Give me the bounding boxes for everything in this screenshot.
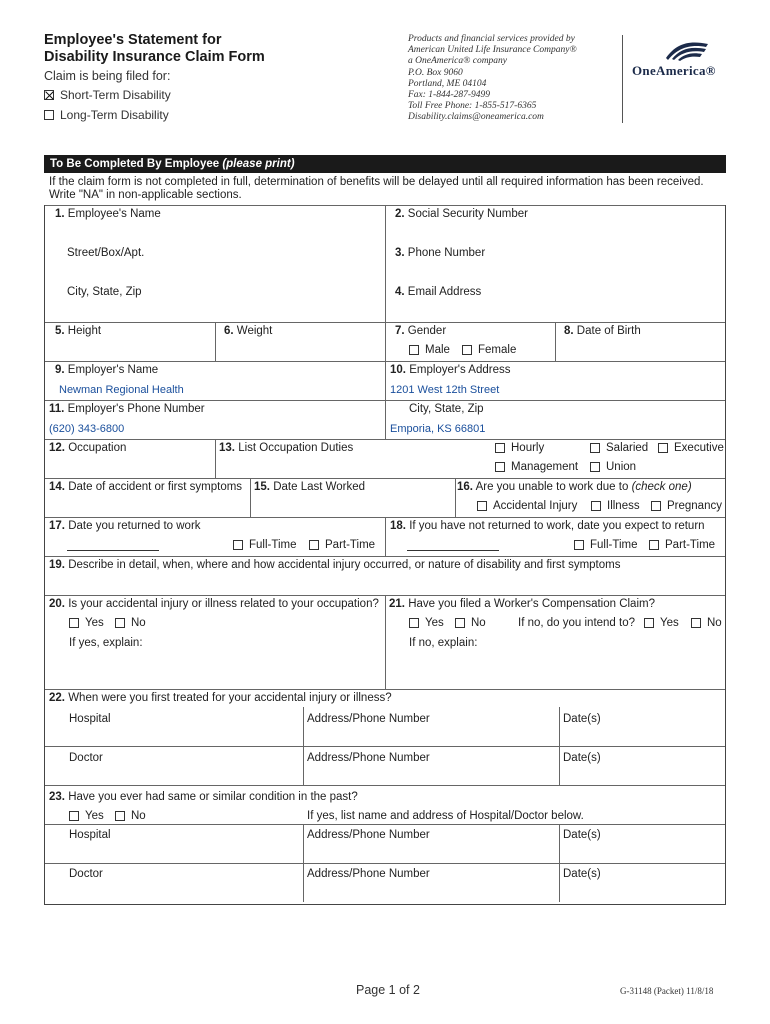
oneamerica-logo: OneAmerica® [632,63,716,78]
describe-label: 19. Describe in detail, when, where and how accidental injury occurred, or nature of disability and first symptoms [49,559,621,571]
management-option[interactable]: Management [495,461,578,473]
provider-info: Products and financial services provided by American United Life Insurance Company® a OneAmerica® company P.O. Box 9060 Portland, ME 04104 Fax: 1-844-287-9499 Toll Free Phone: 1-855-517-6365 Disability.claims@oneamerica.com [408,34,577,123]
no-checkbox[interactable] [455,618,465,628]
intend-no-option[interactable]: No [691,617,722,629]
female-option[interactable]: Female [462,344,516,356]
return-parttime-option[interactable]: Part-Time [309,539,375,551]
col-line [303,824,304,902]
employer-address-label: 10. Employer's Address [390,364,511,376]
claim-form-grid [44,205,726,905]
union-checkbox[interactable] [590,462,600,472]
parttime-checkbox[interactable] [309,540,319,550]
returned-date-field[interactable] [67,550,159,551]
form-title: Employee's Statement for Disability Insurance Claim Form [44,32,265,65]
no-checkbox[interactable] [115,811,125,821]
intend-label: If no, do you intend to? [518,617,636,629]
row-line [45,439,725,440]
col-line [215,439,216,478]
employer-name-label: 9. Employer's Name [55,364,159,376]
unable-reason-label: 16. Are you unable to work due to (check one) [457,481,692,493]
hourly-option[interactable]: Hourly [495,442,544,454]
flag-logo-icon [664,38,710,62]
filed-for-label: Claim is being filed for: [44,69,171,83]
occupation-label: 12. Occupation [49,442,127,454]
dates-label: Date(s) [563,829,601,841]
related-occupation-label: 20. Is your accidental injury or illness related to your occupation? [49,598,379,610]
pregnancy-checkbox[interactable] [651,501,661,511]
accidental-option[interactable]: Accidental Injury [477,500,577,512]
street-label: Street/Box/Apt. [67,247,145,259]
fulltime-checkbox[interactable] [233,540,243,550]
union-option[interactable]: Union [590,461,636,473]
hourly-checkbox[interactable] [495,443,505,453]
returned-date-label: 17. Date you returned to work [49,520,201,532]
hospital-label: Hospital [69,829,111,841]
if-yes-list-label: If yes, list name and address of Hospital/Doctor below. [307,810,584,822]
parttime-checkbox[interactable] [649,540,659,550]
short-term-checkbox[interactable] [44,90,54,100]
if-yes-explain-label: If yes, explain: [69,637,143,649]
row-line [45,746,303,747]
row-line [45,478,725,479]
yes-checkbox[interactable] [69,618,79,628]
long-term-checkbox[interactable] [44,110,54,120]
salaried-checkbox[interactable] [590,443,600,453]
row-line [45,824,725,825]
ssn-label: 2. Social Security Number [395,208,528,220]
col-line [559,824,560,902]
dates-label: Date(s) [563,868,601,880]
row-line [45,556,725,557]
workers-comp-label: 21. Have you filed a Worker's Compensation Claim? [389,598,655,610]
section-bar: To Be Completed By Employee (please print) [44,155,726,173]
dates-label: Date(s) [563,752,601,764]
executive-checkbox[interactable] [658,443,668,453]
col-line [455,478,456,517]
q21-yes-option[interactable]: Yes [409,617,444,629]
employee-name-label: 1. Employee's Name [55,208,161,220]
illness-option[interactable]: Illness [591,500,640,512]
q23-no-option[interactable]: No [115,810,146,822]
employer-phone-label: 11. Employer's Phone Number [49,403,205,415]
employer-phone-value[interactable]: (620) 343-6800 [49,423,125,435]
row-line [45,785,725,786]
employer-city-value[interactable]: Emporia, KS 66801 [390,423,486,435]
intend-yes-option[interactable]: Yes [644,617,679,629]
executive-option[interactable]: Executive [658,442,724,454]
similar-condition-label: 23. Have you ever had same or similar condition in the past? [49,791,358,803]
fulltime-checkbox[interactable] [574,540,584,550]
illness-checkbox[interactable] [591,501,601,511]
hospital-label: Hospital [69,713,111,725]
accidental-checkbox[interactable] [477,501,487,511]
last-worked-label: 15. Date Last Worked [254,481,366,493]
pregnancy-option[interactable]: Pregnancy [651,500,722,512]
dob-label: 8. Date of Birth [564,325,641,337]
no-checkbox[interactable] [691,618,701,628]
expect-fulltime-option[interactable]: Full-Time [574,539,638,551]
weight-label: 6. Weight [224,325,273,337]
yes-checkbox[interactable] [69,811,79,821]
dates-label: Date(s) [563,713,601,725]
gender-label: 7. Gender [395,325,447,337]
col-line [385,322,386,361]
expected-return-label: 18. If you have not returned to work, date you expect to return [390,520,705,532]
address-phone-label: Address/Phone Number [307,868,430,880]
row-line [45,689,725,690]
q20-no-option[interactable]: No [115,617,146,629]
first-treated-label: 22. When were you first treated for your accidental injury or illness? [49,692,392,704]
address-phone-label: Address/Phone Number [307,829,430,841]
long-term-option[interactable]: Long-Term Disability [44,108,169,122]
email-label: 4. Email Address [395,286,482,298]
expect-parttime-option[interactable]: Part-Time [649,539,715,551]
col-line [385,361,386,439]
address-phone-label: Address/Phone Number [307,752,430,764]
expected-return-field[interactable] [407,550,499,551]
short-term-option[interactable]: Short-Term Disability [44,88,171,102]
female-checkbox[interactable] [462,345,472,355]
city-label: City, State, Zip [67,286,142,298]
col-line [215,322,216,361]
address-phone-label: Address/Phone Number [307,713,430,725]
male-option[interactable]: Male [409,344,450,356]
employer-city-label: City, State, Zip [409,403,484,415]
q20-yes-option[interactable]: Yes [69,617,104,629]
height-label: 5. Height [55,325,102,337]
phone-label: 3. Phone Number [395,247,486,259]
q23-yes-option[interactable]: Yes [69,810,104,822]
yes-checkbox[interactable] [644,618,654,628]
employer-address-value[interactable]: 1201 West 12th Street [390,384,500,396]
salaried-option[interactable]: Salaried [590,442,648,454]
col-line [385,595,386,689]
q21-no-option[interactable]: No [455,617,486,629]
yes-checkbox[interactable] [409,618,419,628]
duties-label: 13. List Occupation Duties [219,442,354,454]
notice-text: If the claim form is not completed in full, determination of benefits will be delayed until all required information has been received. Write "NA" in non-applicable sections. [49,176,704,201]
management-checkbox[interactable] [495,462,505,472]
if-no-explain-label: If no, explain: [409,637,478,649]
accident-date-label: 14. Date of accident or first symptoms [49,481,243,493]
employer-name-value[interactable]: Newman Regional Health [59,384,184,396]
form-code: G-31148 (Packet) 11/8/18 [620,986,714,996]
male-checkbox[interactable] [409,345,419,355]
page-number: Page 1 of 2 [356,983,420,997]
row-line [45,863,725,864]
row-line [303,746,725,747]
col-line [250,478,251,517]
return-fulltime-option[interactable]: Full-Time [233,539,297,551]
doctor-label: Doctor [69,868,103,880]
col-line [555,322,556,361]
col-line [385,517,386,556]
doctor-label: Doctor [69,752,103,764]
no-checkbox[interactable] [115,618,125,628]
header-divider [622,35,623,123]
